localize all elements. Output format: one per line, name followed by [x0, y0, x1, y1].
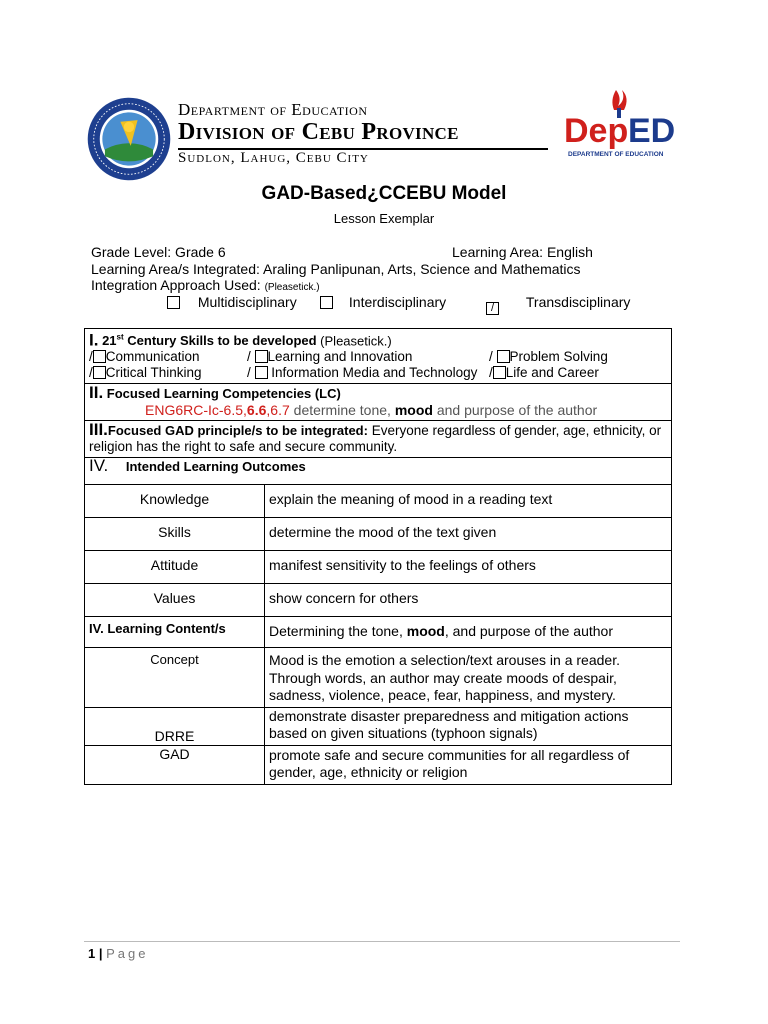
areas-integrated-label: Learning Area/s Integrated:: [91, 261, 264, 277]
checkbox-transdisciplinary[interactable]: [486, 302, 499, 315]
content-row: [85, 745, 672, 784]
section-skills: [85, 329, 672, 384]
section-2-title: Focused Learning Competencies (LC): [106, 386, 341, 402]
logo-subtext: DEPARTMENT OF EDUCATION: [568, 151, 664, 158]
section-1-roman: I.: [89, 330, 99, 350]
integration-approach: [91, 277, 320, 293]
outcome-row: [85, 551, 672, 584]
checkbox-communication[interactable]: [93, 350, 106, 363]
section-4-title: Intended Learning Outcomes: [125, 459, 306, 475]
label-transdisciplinary: Transdisciplinary: [525, 294, 631, 310]
outcome-label: Knowledge: [85, 485, 265, 518]
skill-communication: Communication: [105, 349, 200, 365]
skill-life-career: Life and Career: [505, 365, 599, 381]
header-department: Department of Education: [178, 100, 368, 119]
tick-mark: /: [490, 302, 495, 314]
skills-row-1: / Communication / Learning and Innovation / Problem Solving: [89, 349, 608, 365]
outcome-value: show concern for others: [265, 584, 672, 617]
outcome-row: [85, 518, 672, 551]
competency-code: ENG6RC-Ic-6.5,6.6,6.7: [145, 402, 290, 419]
lesson-table: [84, 328, 672, 785]
page-separator: |: [95, 946, 107, 961]
page-number: 1: [88, 946, 96, 961]
page-footer: [88, 946, 148, 961]
content-value: demonstrate disaster preparedness and mitigation actions based on given situations (typhoon signals): [265, 707, 672, 745]
content-value: Mood is the emotion a selection/text arouses in a reader. Through words, an author may create moods of despair, sadness, violence, peace, fear, happiness, and mystery.: [265, 648, 672, 708]
content-label: Concept: [85, 648, 265, 708]
logo-ed-text: ED: [628, 112, 676, 150]
learning-content-header: [85, 617, 672, 648]
label-multidisciplinary: Multidisciplinary: [197, 294, 297, 310]
header-division: Division of Cebu Province: [178, 119, 459, 145]
checkbox-life-career[interactable]: [493, 366, 506, 379]
competency-text: determine tone, mood and purpose of the author: [289, 402, 598, 419]
torch-flame-icon: [612, 90, 626, 110]
checkbox-info-media-tech[interactable]: [255, 366, 268, 379]
outcome-label: Attitude: [85, 551, 265, 584]
outcome-value: manifest sensitivity to the feelings of others: [265, 551, 672, 584]
skill-problem-solving: Problem Solving: [509, 349, 608, 365]
skills-row-2: / Critical Thinking / Information Media and Technology / Life and Career: [89, 365, 599, 381]
checkbox-critical-thinking[interactable]: [93, 366, 106, 379]
page-label: Page: [106, 946, 149, 961]
learning-content-topic: Determining the tone, mood, and purpose of the author: [265, 617, 672, 648]
skill-critical-thinking: Critical Thinking: [105, 365, 202, 381]
integration-approach-note: (Pleasetick.): [264, 282, 320, 293]
section-1-note: (Pleasetick.): [316, 333, 392, 349]
section-competencies: [85, 384, 672, 421]
page-subtitle: Lesson Exemplar: [333, 211, 435, 226]
section-5-title: IV. Learning Content/s: [85, 617, 265, 648]
integration-approach-label: Integration Approach Used:: [91, 277, 265, 293]
header-address: Sudlon, Lahug, Cebu City: [178, 150, 369, 166]
areas-integrated-value: Araling Panlipunan, Arts, Science and Mathematics: [263, 261, 581, 277]
outcome-row: [85, 584, 672, 617]
approach-multidisciplinary: [167, 294, 297, 310]
checkbox-interdisciplinary[interactable]: [320, 296, 333, 309]
skill-learning-innovation: Learning and Innovation: [267, 349, 413, 365]
checkbox-multidisciplinary[interactable]: [167, 296, 180, 309]
section-3-text: Everyone regardless of gender, age, ethnicity, or religion has the right to safe and secure community.: [89, 423, 662, 455]
approach-interdisciplinary: [320, 294, 446, 310]
footer-rule: [84, 941, 680, 942]
skill-info-media-tech: Information Media and Technology: [271, 365, 478, 381]
page-title: GAD-Based¿CCEBU Model: [261, 183, 507, 204]
section-4-roman: IV.: [89, 456, 109, 476]
logo-dep-text: Dep: [564, 112, 629, 150]
deped-logo: [560, 86, 684, 164]
checkbox-learning-innovation[interactable]: [255, 350, 268, 363]
outcome-label: Skills: [85, 518, 265, 551]
content-label: GAD: [85, 745, 265, 784]
section-3-roman: III.: [89, 420, 108, 440]
content-label: DRRE: [85, 707, 265, 745]
outcome-row: [85, 485, 672, 518]
section-gad-principle: [85, 421, 672, 458]
outcome-label: Values: [85, 584, 265, 617]
section-3-title: Focused GAD principle/s to be integrated:: [107, 423, 368, 439]
outcome-value: determine the mood of the text given: [265, 518, 672, 551]
division-of-cebu-seal-icon: [86, 96, 172, 182]
areas-integrated: [91, 261, 581, 277]
checkbox-problem-solving[interactable]: [497, 350, 510, 363]
learning-area: Learning Area: English: [452, 244, 593, 260]
section-1-title: 21st Century Skills to be developed: [102, 333, 317, 349]
competency-line: [89, 402, 667, 418]
outcome-value: explain the meaning of mood in a reading text: [265, 485, 672, 518]
section-2-roman: II.: [89, 383, 104, 403]
content-row: [85, 648, 672, 708]
label-interdisciplinary: Interdisciplinary: [348, 294, 447, 310]
grade-level: Grade Level: Grade 6: [91, 244, 226, 260]
content-row: [85, 707, 672, 745]
approach-transdisciplinary: [486, 296, 630, 315]
content-value: promote safe and secure communities for all regardless of gender, age, ethnicity or religion: [265, 745, 672, 784]
section-outcomes-header: [85, 458, 672, 485]
